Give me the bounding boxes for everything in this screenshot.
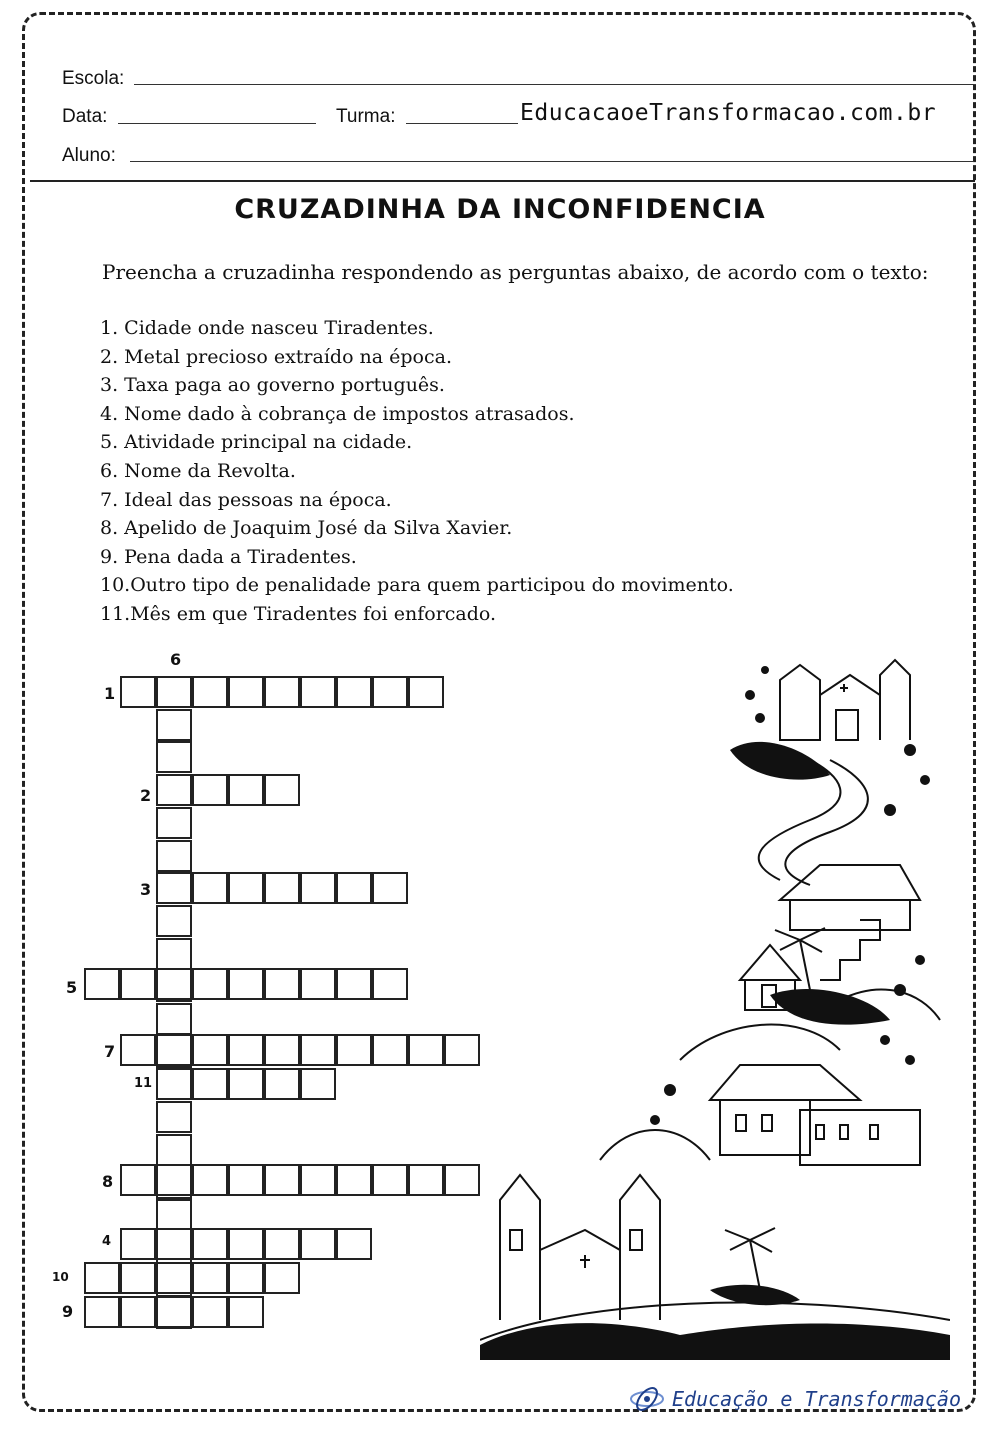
- clue-number-1: 1: [104, 684, 116, 703]
- clue-number-6: 6: [170, 650, 182, 669]
- question-item: 3. Taxa paga ao governo português.: [100, 374, 445, 397]
- question-item: 7. Ideal das pessoas na época.: [100, 488, 392, 511]
- clue-number-4: 4: [102, 1234, 112, 1249]
- page-title: CRUZADINHA DA INCONFIDENCIA: [234, 194, 766, 225]
- clue-number-7: 7: [104, 1042, 116, 1061]
- school-label: Escola:: [62, 68, 125, 89]
- question-item: 11.Mês em que Tiradentes foi enforcado.: [100, 602, 497, 625]
- question-item: 9. Pena dada a Tiradentes.: [100, 545, 357, 568]
- student-field[interactable]: [130, 161, 974, 162]
- question-item: 4. Nome dado à cobrança de impostos atrasados.: [100, 402, 575, 425]
- question-list: [100, 314, 734, 629]
- student-label: Aluno:: [62, 145, 116, 166]
- question-item: 10.Outro tipo de penalidade para quem participou do movimento.: [100, 574, 734, 597]
- clue-number-2: 2: [140, 786, 152, 805]
- date-label: Data:: [62, 106, 108, 127]
- date-field[interactable]: [118, 123, 316, 124]
- clue-number-9: 9: [62, 1302, 74, 1321]
- question-item: 5. Atividade principal na cidade.: [100, 431, 413, 454]
- clue-number-8: 8: [102, 1172, 114, 1191]
- clue-number-5: 5: [66, 978, 78, 997]
- footer-logo: [628, 1384, 961, 1414]
- question-item: 2. Metal precioso extraído na época.: [100, 345, 453, 368]
- village-illustration: [480, 600, 950, 1360]
- school-field[interactable]: [134, 84, 974, 85]
- question-item: 8. Apelido de Joaquim José da Silva Xavier.: [100, 517, 513, 540]
- question-item: 6. Nome da Revolta.: [100, 459, 296, 482]
- site-url: EducacaoeTransformacao.com.br: [520, 100, 937, 126]
- header-separator: [30, 180, 975, 182]
- class-field[interactable]: [406, 123, 518, 124]
- instructions: Preencha a cruzadinha respondendo as perguntas abaixo, de acordo com o texto:: [102, 260, 929, 284]
- clue-number-10: 10: [52, 1270, 69, 1284]
- brand-logo-icon: [628, 1384, 666, 1414]
- class-label: Turma:: [336, 106, 396, 127]
- clue-number-3: 3: [140, 880, 152, 899]
- footer-brand: Educação e Transformação: [672, 1387, 961, 1411]
- clue-number-11: 11: [134, 1076, 153, 1091]
- question-item: 1. Cidade onde nasceu Tiradentes.: [100, 317, 434, 339]
